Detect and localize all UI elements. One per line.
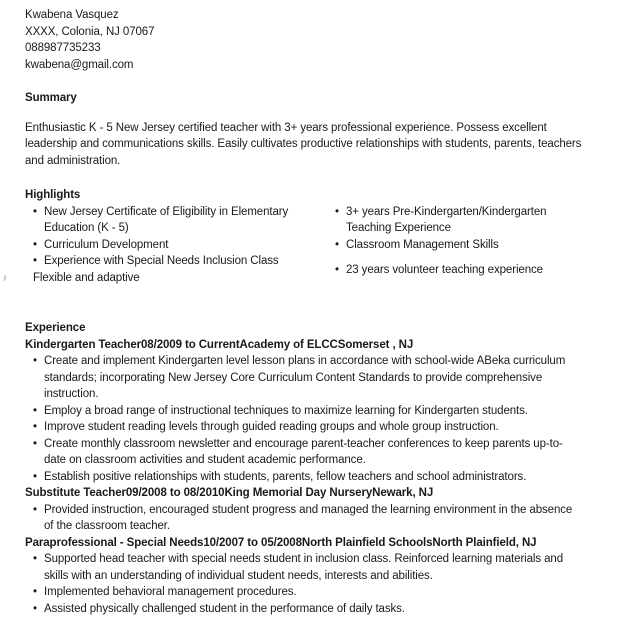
contact-address: XXXX, Colonia, NJ 07067 [25,25,155,38]
job-duty-item: • Create and implement Kindergarten level lesson plans in accordance with school-wide ABeka curriculum standards; incorporating New Jersey Core Curriculum Content Standards to provide comprehensive instruction. [25,353,579,403]
job-duty-item: • Employ a broad range of instructional techniques to maximize learning for Kindergarten students. [25,403,579,420]
job-title: Paraprofessional - Special Needs10/2007 to 05/2008North Plainfield SchoolsNorth Plainfield, NJ [25,536,537,549]
highlights-left-list [25,204,327,270]
job-title: Substitute Teacher09/2008 to 08/2010King Memorial Day NurseryNewark, NJ [25,487,434,499]
highlight-item: • Experience with Special Needs Inclusion Class [25,253,327,270]
highlight-item: • New Jersey Certificate of Eligibility in Elementary Education (K - 5) [25,204,327,237]
highlights-left-column [25,204,327,287]
highlight-item-plain [25,270,327,287]
highlights-right-list [327,204,572,279]
contact-phone: 088987735233 [25,42,101,54]
summary-heading: Summary [25,92,77,104]
job-duty-item: • Create monthly classroom newsletter and encourage parent-teacher conferences to keep parents up-to-date on classroom activities and student academic performance. [25,436,579,469]
job-duty-list [25,551,601,617]
experience-heading: Experience [25,322,86,334]
job-duty-item: • Supported head teacher with special needs student in inclusion class. Reinforced learning materials and skills with an understanding of individual student needs, interests and abilities. [25,551,579,584]
job-duty-list [25,502,601,535]
summary-text: Enthusiastic K - 5 New Jersey certified teacher with 3+ years professional experience. Possess excellent leadership and communications skills. Easily cultivates productive relationships with students, parents, teachers and administration. [25,121,582,167]
experience-jobs [25,337,601,618]
job-entry [25,485,601,535]
job-duty-item: • Establish positive relationships with students, parents, fellow teachers and school administrators. [25,469,579,486]
job-duty-item: • Assisted physically challenged student in the performance of daily tasks. [25,601,579,618]
highlight-item: • Curriculum Development [25,237,327,254]
job-title: Kindergarten Teacher08/2009 to CurrentAcademy of ELCCSomerset , NJ [25,338,414,351]
job-entry [25,337,601,486]
highlights-columns [25,204,601,287]
highlights-right-column [327,204,601,279]
highlight-item: • 3+ years Pre-Kindergarten/Kindergarten Teaching Experience [327,204,572,237]
job-duty-list [25,353,601,485]
highlight-item-plain-label: Flexible and adaptive [33,271,140,284]
job-duty-item: • Improve student reading levels through guided reading groups and whole group instruction. [25,419,579,436]
contact-name: Kwabena Vasquez [25,9,119,21]
job-entry [25,535,601,618]
contact-email: kwabena@gmail.com [25,58,134,71]
faint-tick-mark [3,274,6,280]
job-duty-item: • Implemented behavioral management procedures. [25,584,579,601]
highlights-heading: Highlights [25,189,81,201]
highlight-item: • Classroom Management Skills [327,237,572,254]
contact-block [25,7,601,73]
highlight-item: • 23 years volunteer teaching experience [327,262,572,279]
job-duty-item: • Provided instruction, encouraged student progress and managed the learning environment in the absence of the classroom teacher. [25,502,579,535]
